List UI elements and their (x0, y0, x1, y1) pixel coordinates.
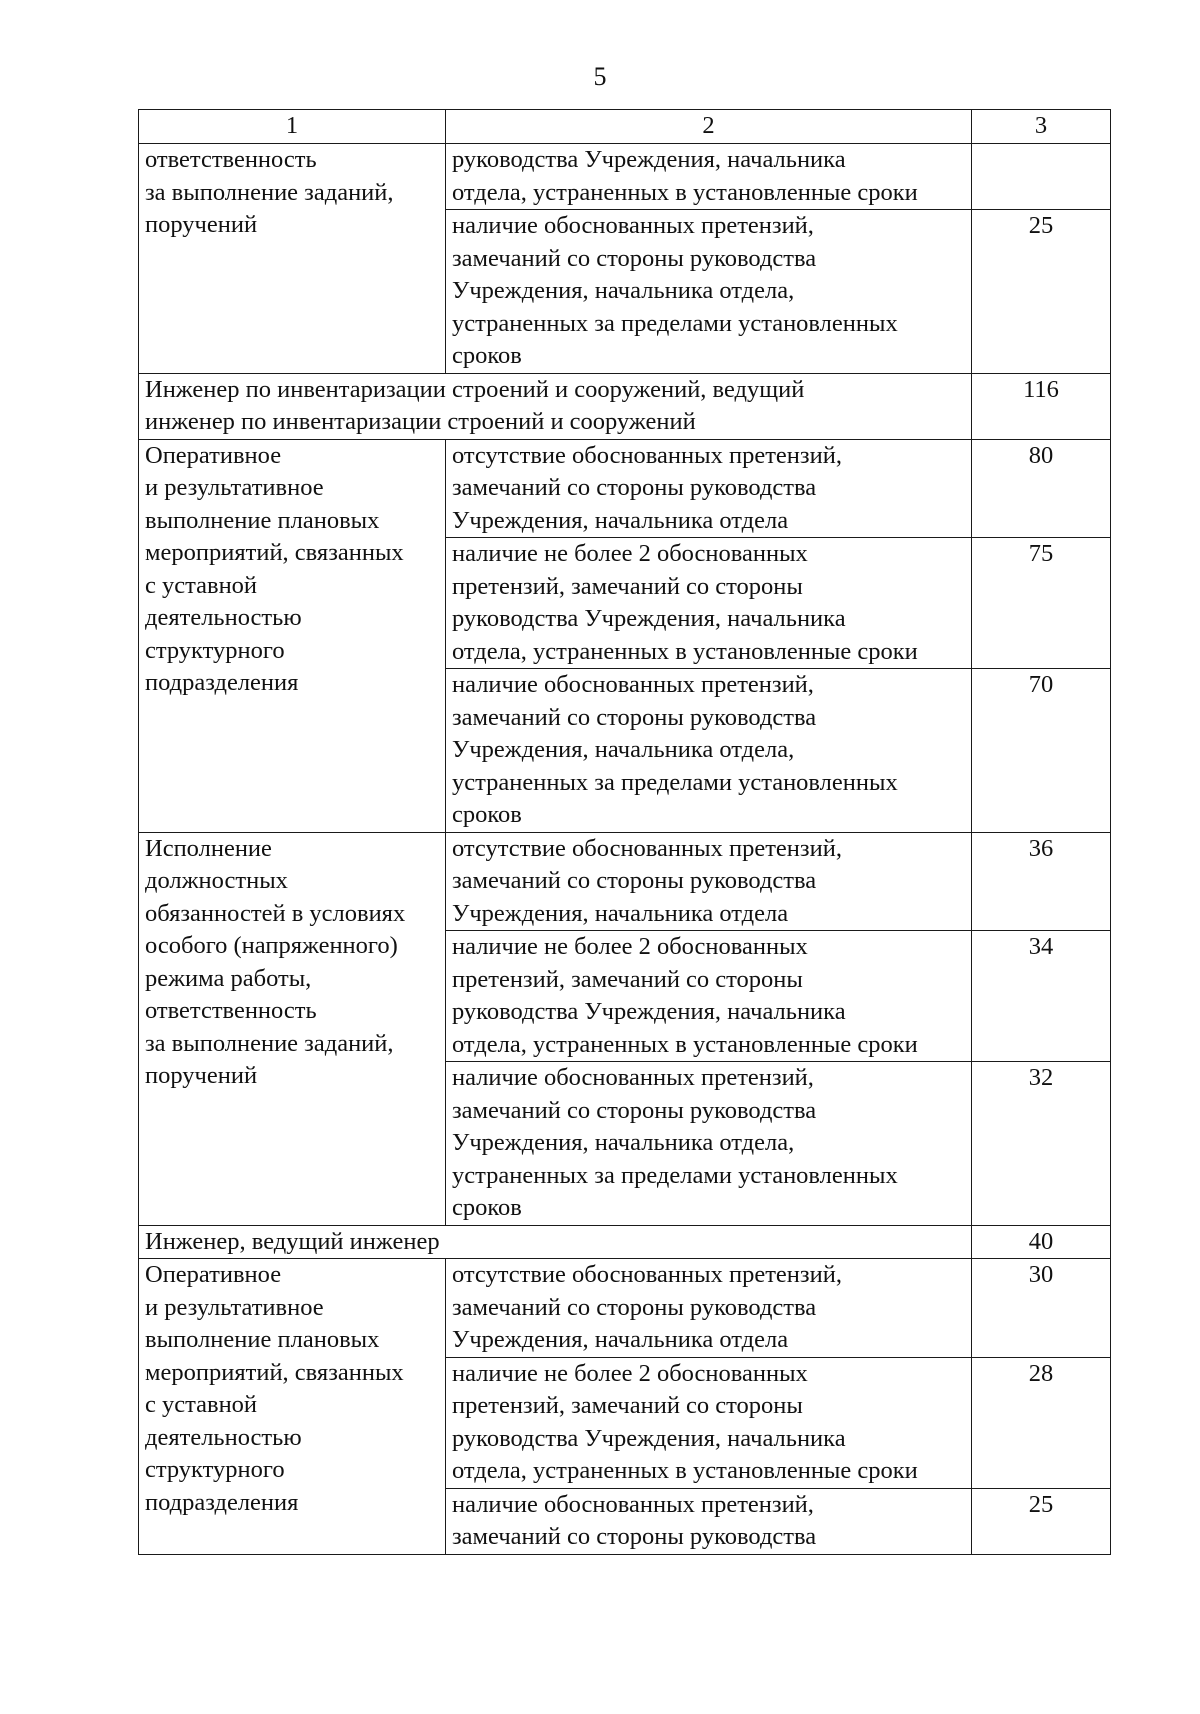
value-cell: 75 (972, 538, 1111, 669)
condition-cell: руководства Учреждения, начальника отдела, устраненных в установленные сроки (446, 144, 972, 210)
table-row (139, 144, 1111, 210)
value-cell: 25 (972, 210, 1111, 374)
condition-cell: наличие обоснованных претензий, замечаний со стороны руководства Учреждения, начальника отдела, устраненных за пределами установленных сроков (446, 669, 972, 833)
condition-cell: отсутствие обоснованных претензий, замечаний со стороны руководства Учреждения, начальника отдела (446, 832, 972, 931)
value-cell: 36 (972, 832, 1111, 931)
section-header-row (139, 1225, 1111, 1259)
criterion-cell: Оперативное и результативное выполнение плановых мероприятий, связанных с уставной деятельностью структурного подразделения (139, 1259, 446, 1555)
condition-cell: наличие обоснованных претензий, замечаний со стороны руководства (446, 1488, 972, 1554)
condition-cell: отсутствие обоснованных претензий, замечаний со стороны руководства Учреждения, начальника отдела (446, 439, 972, 538)
condition-cell: наличие обоснованных претензий, замечаний со стороны руководства Учреждения, начальника отдела, устраненных за пределами установленных сроков (446, 210, 972, 374)
value-cell: 28 (972, 1357, 1111, 1488)
section-title: Инженер по инвентаризации строений и сооружений, ведущий инженер по инвентаризации строений и сооружений (139, 373, 972, 439)
value-cell: 32 (972, 1062, 1111, 1226)
table-header-row (139, 110, 1111, 144)
criterion-cell: ответственность за выполнение заданий, поручений (139, 144, 446, 374)
condition-cell: наличие не более 2 обоснованных претензий, замечаний со стороны руководства Учреждения, начальника отдела, устраненных в установленные сроки (446, 931, 972, 1062)
column-header-2: 2 (446, 110, 972, 144)
section-title: Инженер, ведущий инженер (139, 1225, 972, 1259)
criterion-cell: Оперативное и результативное выполнение плановых мероприятий, связанных с уставной деятельностью структурного подразделения (139, 439, 446, 832)
table-row (139, 1259, 1111, 1358)
condition-cell: наличие обоснованных претензий, замечаний со стороны руководства Учреждения, начальника отдела, устраненных за пределами установленных сроков (446, 1062, 972, 1226)
table-row (139, 832, 1111, 931)
condition-cell: наличие не более 2 обоснованных претензий, замечаний со стороны руководства Учреждения, начальника отдела, устраненных в установленные сроки (446, 538, 972, 669)
column-header-3: 3 (972, 110, 1111, 144)
value-cell: 34 (972, 931, 1111, 1062)
column-header-1: 1 (139, 110, 446, 144)
value-cell: 70 (972, 669, 1111, 833)
condition-cell: наличие не более 2 обоснованных претензий, замечаний со стороны руководства Учреждения, начальника отдела, устраненных в установленные сроки (446, 1357, 972, 1488)
criteria-table (138, 109, 1111, 1555)
condition-cell: отсутствие обоснованных претензий, замечаний со стороны руководства Учреждения, начальника отдела (446, 1259, 972, 1358)
section-header-row (139, 373, 1111, 439)
value-cell: 80 (972, 439, 1111, 538)
criterion-cell: Исполнение должностных обязанностей в условиях особого (напряженного) режима работы, ответственность за выполнение заданий, поручений (139, 832, 446, 1225)
value-cell (972, 144, 1111, 210)
value-cell: 30 (972, 1259, 1111, 1358)
page-number: 5 (593, 62, 607, 91)
section-value: 40 (972, 1225, 1111, 1259)
value-cell: 25 (972, 1488, 1111, 1554)
table-row (139, 439, 1111, 538)
section-value: 116 (972, 373, 1111, 439)
